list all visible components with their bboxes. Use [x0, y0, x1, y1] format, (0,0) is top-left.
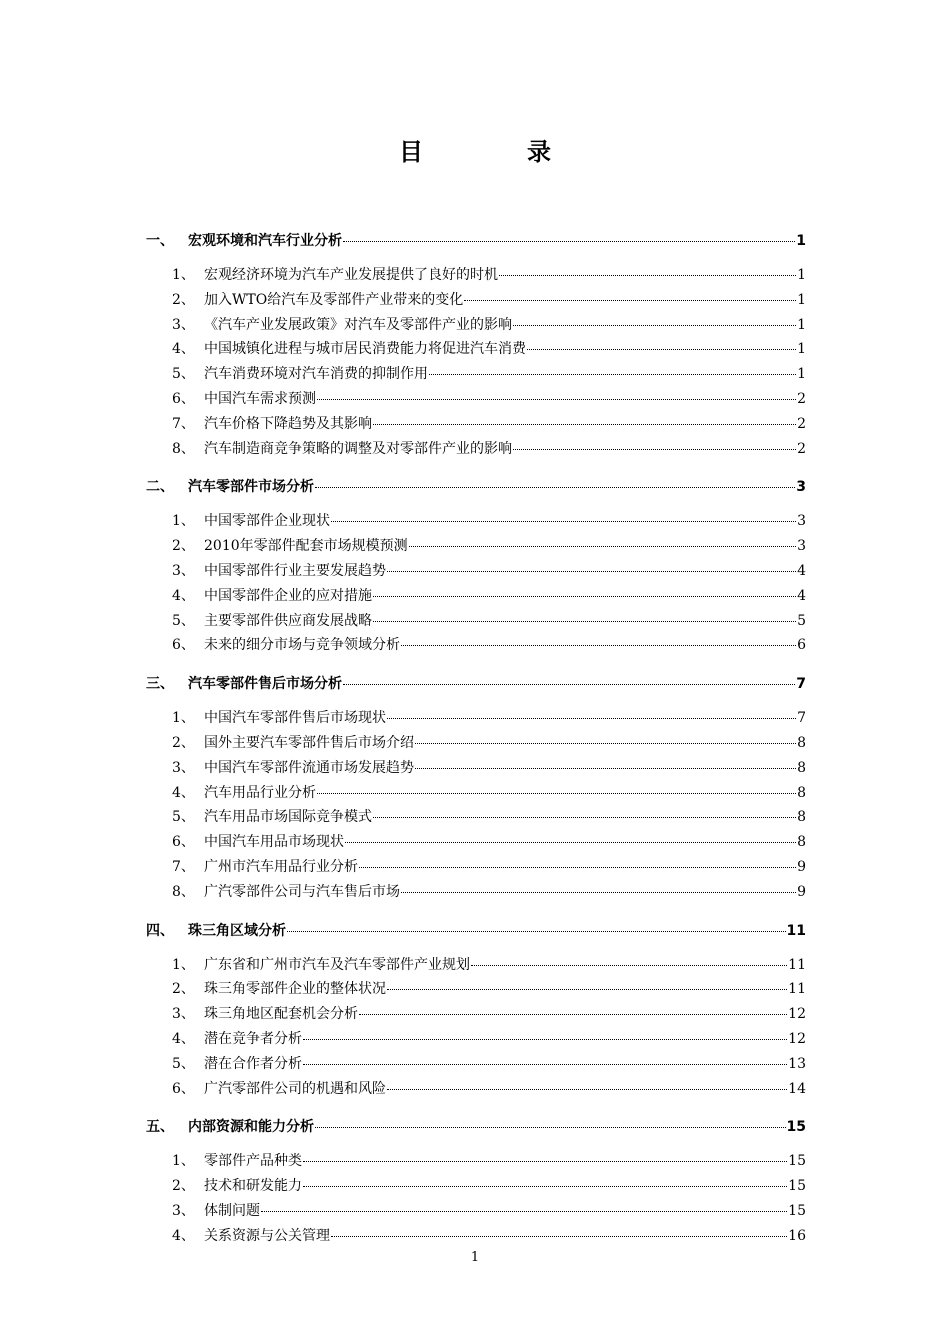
toc-number: 5、: [172, 366, 195, 383]
toc-title: 关系资源与公关管理: [204, 1227, 330, 1244]
toc-number: 5、: [172, 809, 195, 826]
toc-item[interactable]: [172, 1200, 806, 1222]
toc-number: 2、: [172, 981, 195, 998]
toc-item[interactable]: [172, 363, 806, 385]
toc-page-number: 11: [786, 922, 806, 939]
toc-leader-dots: [373, 424, 796, 425]
toc-item[interactable]: [172, 413, 806, 435]
toc-number: 6、: [172, 637, 195, 654]
toc-number: 6、: [172, 391, 195, 407]
toc-title: 国外主要汽车零部件售后市场介绍: [204, 735, 414, 751]
toc-item[interactable]: [172, 831, 806, 853]
toc-page-number: 1: [797, 366, 806, 383]
toc-leader-dots: [343, 684, 795, 685]
toc-title: 广州市汽车用品行业分析: [204, 859, 358, 875]
toc-number: 1、: [172, 267, 195, 283]
toc-title: 内部资源和能力分析: [188, 1119, 314, 1136]
toc-page-number: 1: [797, 291, 806, 308]
toc-title: 汽车消费环境对汽车消费的抑制作用: [204, 366, 428, 383]
toc-leader-dots: [315, 1127, 786, 1128]
toc-number: 2、: [172, 291, 195, 308]
toc-leader-dots: [401, 645, 796, 646]
toc-leader-dots: [303, 1064, 787, 1065]
toc-title: 珠三角区域分析: [188, 922, 286, 939]
toc-leader-dots: [287, 931, 786, 932]
toc-number: 1、: [172, 956, 195, 973]
toc-page-number: 8: [797, 759, 806, 776]
toc-leader-dots: [499, 275, 796, 276]
toc-item[interactable]: [172, 289, 806, 311]
toc-number: 2、: [172, 1178, 195, 1195]
toc-leader-dots: [387, 718, 796, 719]
toc-title: 汽车用品行业分析: [204, 784, 316, 801]
toc-title: 宏观经济环境为汽车产业发展提供了良好的时机: [204, 267, 498, 283]
toc-leader-dots: [387, 989, 787, 990]
toc-leader-dots: [429, 374, 796, 375]
toc-leader-dots: [401, 892, 796, 893]
toc-page-number: 12: [788, 1006, 806, 1023]
toc-number: 5、: [172, 1055, 195, 1072]
toc-title: 汽车制造商竞争策略的调整及对零部件产业的影响: [204, 440, 512, 457]
toc-leader-dots: [303, 1186, 787, 1187]
toc-title: 中国零部件行业主要发展趋势: [204, 563, 386, 579]
toc-number: 8、: [172, 440, 195, 457]
toc-item[interactable]: [172, 535, 806, 557]
toc-title: 珠三角地区配套机会分析: [204, 1006, 358, 1023]
toc-page-number: 13: [788, 1055, 806, 1072]
toc-item[interactable]: [172, 634, 806, 656]
toc-item[interactable]: [172, 560, 806, 582]
toc-number: 4、: [172, 1031, 195, 1047]
toc-leader-dots: [317, 793, 796, 794]
toc-title: 中国城镇化进程与城市居民消费能力将促进汽车消费: [204, 341, 526, 358]
toc-page-number: 2: [797, 391, 806, 407]
toc-leader-dots: [317, 399, 796, 400]
toc-title: 广汽零部件公司的机遇和风险: [204, 1080, 386, 1097]
toc-page-number: 12: [788, 1031, 806, 1047]
toc-title: 珠三角零部件企业的整体状况: [204, 981, 386, 998]
toc-leader-dots: [464, 300, 796, 301]
toc-leader-dots: [387, 571, 796, 572]
toc-section[interactable]: [146, 476, 806, 498]
toc-number: 7、: [172, 859, 195, 875]
toc-number: 8、: [172, 883, 195, 900]
toc-leader-dots: [513, 325, 796, 326]
toc-leader-dots: [409, 546, 796, 547]
toc-number: 二、: [146, 479, 174, 496]
toc-number: 3、: [172, 563, 195, 579]
page-number: 1: [470, 1250, 480, 1265]
toc-page-number: 11: [788, 981, 806, 998]
toc-leader-dots: [373, 817, 796, 818]
toc-leader-dots: [471, 965, 787, 966]
toc-leader-dots: [345, 842, 796, 843]
toc-title: 广东省和广州市汽车及汽车零部件产业规划: [204, 956, 470, 973]
toc-page-number: 15: [788, 1178, 806, 1195]
page-title: 目 录: [399, 138, 591, 166]
toc-title: 潜在竞争者分析: [204, 1031, 302, 1047]
toc-title: 潜在合作者分析: [204, 1055, 302, 1072]
toc-page-number: 4: [797, 587, 806, 604]
toc-leader-dots: [513, 449, 796, 450]
toc-number: 3、: [172, 316, 195, 333]
toc-number: 3、: [172, 759, 195, 776]
toc-page-number: 2: [797, 415, 806, 432]
toc-item[interactable]: [172, 881, 806, 903]
toc-title: 2010年零部件配套市场规模预测: [204, 538, 408, 555]
toc-page-number: 8: [797, 809, 806, 826]
toc-number: 四、: [146, 922, 174, 939]
toc-item[interactable]: [172, 388, 806, 410]
toc-page-number: 14: [788, 1080, 806, 1097]
toc-leader-dots: [331, 1236, 787, 1237]
toc-number: 4、: [172, 784, 195, 801]
toc-number: 6、: [172, 1080, 195, 1097]
toc-item[interactable]: [172, 1003, 806, 1025]
toc-page-number: 15: [786, 1119, 806, 1136]
toc-item[interactable]: [172, 314, 806, 336]
toc-page-number: 3: [797, 513, 806, 530]
toc-number: 2、: [172, 735, 195, 751]
toc-page-number: 6: [797, 637, 806, 654]
toc-leader-dots: [343, 241, 795, 242]
toc-title: 广汽零部件公司与汽车售后市场: [204, 883, 400, 900]
toc-leader-dots: [359, 867, 796, 868]
toc-number: 1、: [172, 513, 195, 530]
toc-section[interactable]: [146, 1116, 806, 1138]
toc-item[interactable]: [172, 438, 806, 460]
toc-item[interactable]: [172, 978, 806, 1000]
toc-page-number: 1: [797, 341, 806, 358]
toc-page-number: 2: [797, 440, 806, 457]
toc-page-number: 1: [797, 267, 806, 283]
toc-number: 6、: [172, 834, 195, 851]
toc-title: 宏观环境和汽车行业分析: [188, 233, 342, 249]
toc-page-number: 11: [788, 956, 806, 973]
toc-number: 4、: [172, 1227, 195, 1244]
toc-section[interactable]: [146, 230, 806, 252]
toc-title: 中国汽车零部件售后市场现状: [204, 710, 386, 727]
toc-section[interactable]: [146, 920, 806, 942]
toc-title: 汽车零部件售后市场分析: [188, 676, 342, 693]
toc-leader-dots: [527, 349, 796, 350]
toc-title: 中国零部件企业的应对措施: [204, 587, 372, 604]
toc-page-number: 8: [797, 735, 806, 751]
toc-page-number: 8: [797, 784, 806, 801]
toc-item[interactable]: [172, 782, 806, 804]
toc-item[interactable]: [172, 954, 806, 976]
toc-leader-dots: [415, 768, 796, 769]
toc-leader-dots: [359, 1014, 787, 1015]
toc-title: 体制问题: [204, 1203, 260, 1219]
toc-page-number: 1: [797, 316, 806, 333]
toc-page-number: 8: [797, 834, 806, 851]
toc-leader-dots: [261, 1211, 787, 1212]
toc-title: 加入WTO给汽车及零部件产业带来的变化: [204, 291, 464, 308]
toc-item[interactable]: [172, 806, 806, 828]
toc-title: 中国汽车用品市场现状: [204, 834, 344, 851]
toc-item[interactable]: [172, 1078, 806, 1100]
toc-item[interactable]: [172, 1053, 806, 1075]
toc-title: 汽车零部件市场分析: [188, 479, 314, 496]
toc-item[interactable]: [172, 757, 806, 779]
toc-title: 汽车用品市场国际竞争模式: [204, 809, 372, 826]
toc-leader-dots: [315, 487, 795, 488]
toc-number: 4、: [172, 587, 195, 604]
toc-title: 中国汽车零部件流通市场发展趋势: [204, 759, 414, 776]
toc-title: 技术和研发能力: [204, 1178, 302, 1195]
toc-title: 零部件产品种类: [204, 1153, 302, 1170]
toc-number: 1、: [172, 710, 195, 727]
toc-title: 主要零部件供应商发展战略: [204, 612, 372, 629]
toc-page-number: 15: [788, 1203, 806, 1219]
toc-number: 1、: [172, 1153, 195, 1170]
toc-page-number: 1: [796, 233, 806, 249]
toc-number: 2、: [172, 538, 195, 555]
toc-item[interactable]: [172, 610, 806, 632]
toc-leader-dots: [387, 1089, 787, 1090]
toc-title: 中国汽车需求预测: [204, 391, 316, 407]
toc-number: 7、: [172, 415, 195, 432]
toc-section[interactable]: [146, 673, 806, 695]
toc-page-number: 16: [788, 1227, 806, 1244]
toc-title: 汽车价格下降趋势及其影响: [204, 415, 372, 432]
toc-leader-dots: [415, 743, 796, 744]
toc-page-number: 15: [788, 1153, 806, 1170]
toc-item[interactable]: [172, 856, 806, 878]
toc-item[interactable]: [172, 510, 806, 532]
toc-number: 3、: [172, 1203, 195, 1219]
toc-leader-dots: [303, 1039, 787, 1040]
toc-item[interactable]: [172, 1225, 806, 1247]
toc-item[interactable]: [172, 732, 806, 754]
toc-page-number: 3: [796, 479, 806, 496]
toc-page-number: 7: [797, 710, 806, 727]
toc-page-number: 9: [797, 859, 806, 875]
toc-title: 《汽车产业发展政策》对汽车及零部件产业的影响: [204, 316, 512, 333]
toc-page-number: 9: [797, 883, 806, 900]
toc-item[interactable]: [172, 338, 806, 360]
toc-leader-dots: [373, 621, 796, 622]
toc-number: 3、: [172, 1006, 195, 1023]
toc-number: 5、: [172, 612, 195, 629]
toc-number: 五、: [146, 1119, 174, 1136]
toc-title: 中国零部件企业现状: [204, 513, 330, 530]
toc-item[interactable]: [172, 585, 806, 607]
toc-title: 未来的细分市场与竞争领域分析: [204, 637, 400, 654]
toc-item[interactable]: [172, 1175, 806, 1197]
toc-number: 三、: [146, 676, 174, 693]
toc-page-number: 3: [797, 538, 806, 555]
toc-page-number: 4: [797, 563, 806, 579]
toc-item[interactable]: [172, 1028, 806, 1050]
toc-number: 一、: [146, 233, 174, 249]
toc-item[interactable]: [172, 707, 806, 729]
toc-item[interactable]: [172, 1150, 806, 1172]
toc-leader-dots: [373, 596, 796, 597]
toc-item[interactable]: [172, 264, 806, 286]
toc-number: 4、: [172, 341, 195, 358]
toc-page-number: 5: [797, 612, 806, 629]
toc-page-number: 7: [796, 676, 806, 693]
toc-leader-dots: [303, 1161, 787, 1162]
toc-leader-dots: [331, 521, 796, 522]
